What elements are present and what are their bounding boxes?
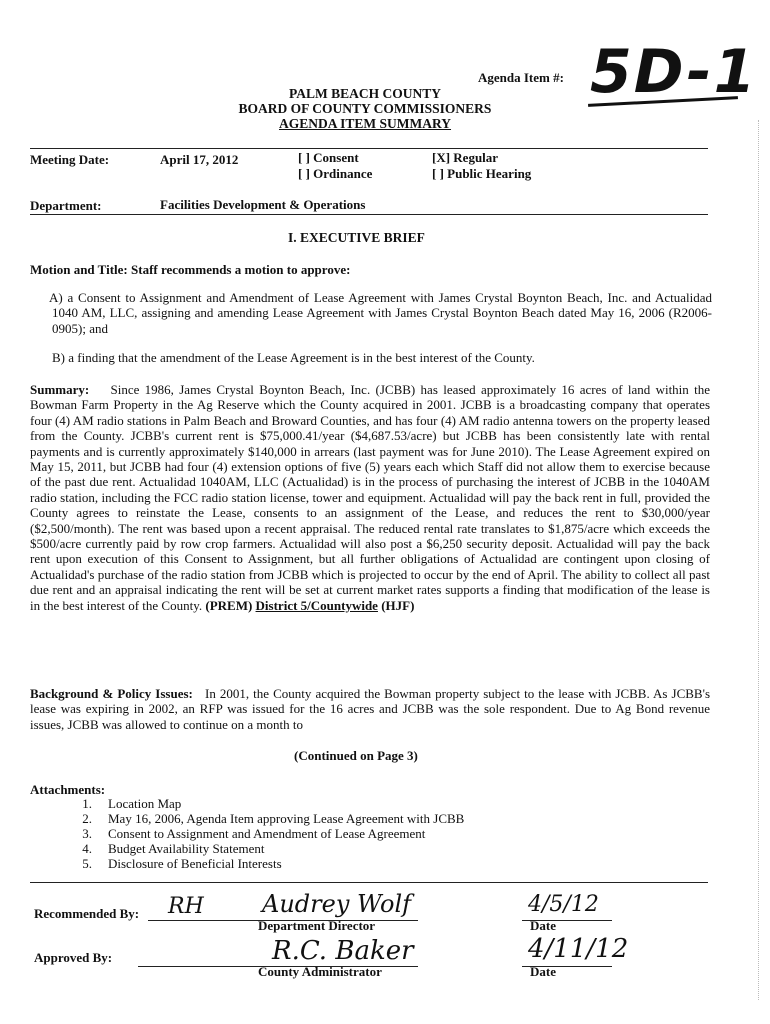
summary-label: Summary: [30,382,90,397]
county-name: PALM BEACH COUNTY [288,86,441,101]
department-rule [30,214,708,215]
attachment-item: 3. Consent to Assignment and Amendment of Lease Agreement [82,826,426,841]
recommended-date-handwritten: 4/5/12 [528,892,599,917]
department-value: Facilities Development & Operations [160,197,366,212]
header-rule [30,148,708,149]
motion-item-a: A) a Consent to Assignment and Amendment of Lease Agreement with James Crystal Boynton Beach, Inc. and Actualidad 1040 AM, LLC, assigning and amending Lease Agreement with James Crystal Boynton Beach dated May 16, 2006 (R2006-0905); and [49,290,712,336]
approved-date-handwritten: 4/11/12 [528,934,629,964]
background-text: In 2001, the County acquired the Bowman property subject to the lease with JCBB. As JCBB's lease was expiring in 2002, an RFP was issued for the 16 acres and JCBB was the sole respondent. Due to Ag Bond revenue issues, JCBB was allowed to continue on a month to [30,686,710,732]
regular-checkbox: [X] Regular [432,150,499,165]
scan-edge-mark [758,120,760,1000]
attachments-label: Attachments: [30,782,106,797]
recommended-initials-signature: RH [168,894,204,919]
summary-paragraph [30,382,710,613]
attachment-item: 1. Location Map [82,796,182,811]
consent-checkbox: [ ] Consent [298,150,359,165]
background-label: Background & Policy Issues: [30,686,193,701]
approved-by-label: Approved By: [34,950,113,965]
public-hearing-checkbox: [ ] Public Hearing [432,166,532,181]
ordinance-checkbox: [ ] Ordinance [298,166,373,181]
date-caption-1: Date [530,918,556,933]
attachments-rule [30,882,708,883]
summary-district: District 5/Countywide [255,597,378,613]
attachment-item: 5. Disclosure of Beneficial Interests [82,856,282,871]
county-administrator-caption: County Administrator [258,964,382,979]
summary-initials: (HJF) [381,597,415,613]
attachment-item: 2. May 16, 2006, Agenda Item approving Lease Agreement with JCBB [82,811,465,826]
attachment-item: 4. Budget Availability Statement [82,841,265,856]
agenda-item-label: Agenda Item #: [478,70,564,85]
section-title: I. EXECUTIVE BRIEF [288,230,425,245]
meeting-date-label: Meeting Date: [30,152,110,167]
motion-item-b: B) a finding that the amendment of the Lease Agreement is in the best interest of the County. [52,350,535,365]
meeting-date-value: April 17, 2012 [160,152,239,167]
agenda-number-handwritten: 5D-1 [590,37,758,107]
motion-title: Motion and Title: Staff recommends a motion to approve: [30,262,351,277]
county-administrator-signature: R.C. Baker [272,936,414,966]
summary-text: Since 1986, James Crystal Boynton Beach, Inc. (JCBB) has leased approximately 16 acres of land within the Bowman Farm Property in the Ag Reserve which the County acquired in 2001. JCBB is a broadcasting company that operates four (4) AM radio stations in Palm Beach and Broward Counties, and has four (4) AM radio antenna towers on the property leased from the County. JCBB's current rent is $75,000.41/year ($4,687.53/acre) but JCBB has been consistently late with rental payments and is currently approximately $140,000 in arrears (last payment was for June 2010). The Lease Agreement expired on May 15, 2011, but JCBB had four (4) extension options of five (5) years each which Staff did not allow them to exercise because of the past due rent. Actualidad 1040AM, LLC (Actualidad) is in the process of purchasing the interest of JCBB in the 1040AM radio station, including the FCC radio station license, tower and equipment. Actualidad will pay the back rent in full, provided the County agrees to reinstate the Lease, consents to an assignment of the Lease, and reduces the rent to $30,000/year ($2,500/month). The rent was based upon a recent appraisal. The reduced rental rate translates to $1,875/acre which exceeds the $500/acre currently paid by row crop farmers. Actualidad will also post a $6,250 security deposit. Actualidad will pay the back rent upon execution of this Consent to Assignment, but all further obligations of Actualidad are contingent upon closing of Actualidad's purchase of the radio station from JCBB which is projected to occur by the end of April. The ability to collect all past due rent and an appraisal indicating the rent will be set at current market rates supports a finding that modification of the lease is in the best interest of the County. [30,382,710,613]
recommended-by-label: Recommended By: [34,906,140,921]
department-label: Department: [30,198,102,213]
summary-heading: AGENDA ITEM SUMMARY [278,116,452,131]
summary-tag: (PREM) [205,597,253,613]
continued-note: (Continued on Page 3) [294,748,418,763]
board-name: BOARD OF COUNTY COMMISSIONERS [238,101,492,116]
department-director-caption: Department Director [258,918,376,933]
date-caption-2: Date [530,964,556,979]
background-paragraph [30,686,710,732]
department-director-signature: Audrey Wolf [262,890,412,918]
